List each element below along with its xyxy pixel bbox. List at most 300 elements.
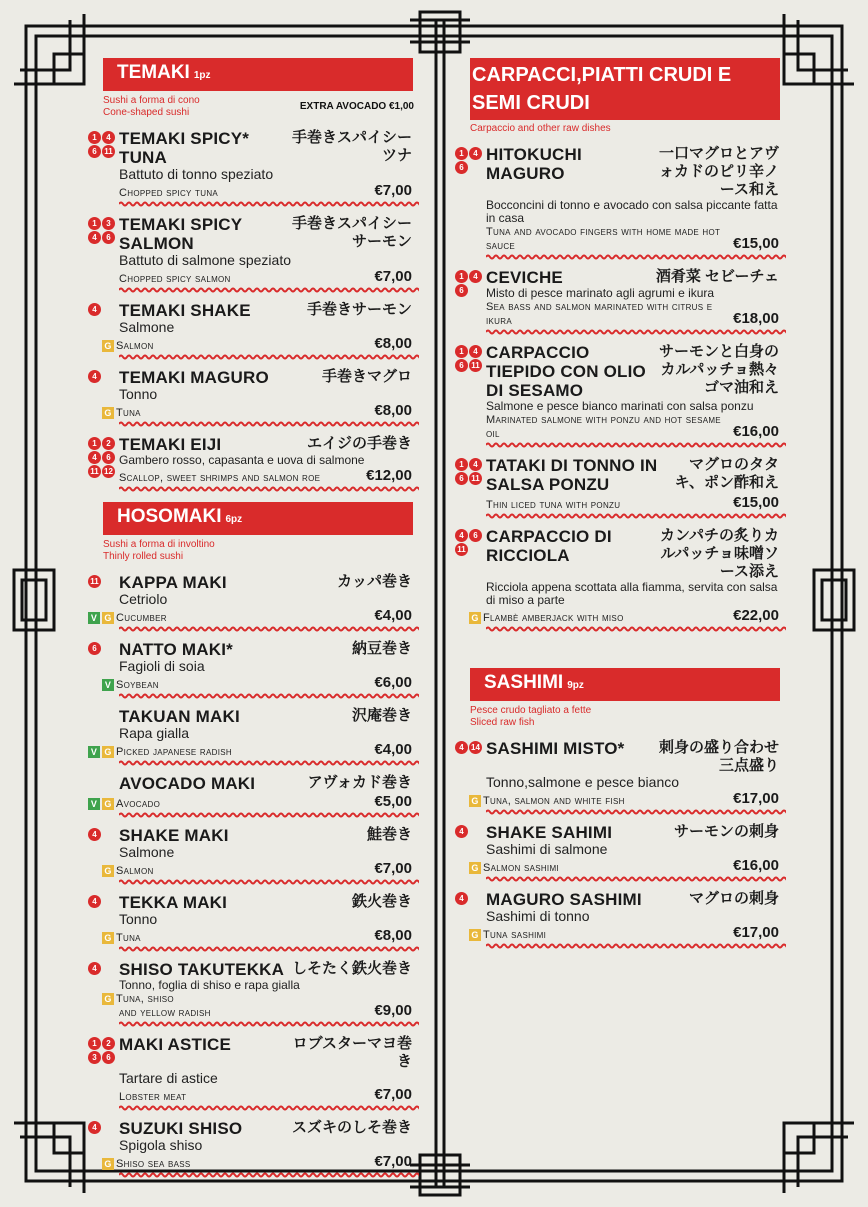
item-price-row [471,924,779,942]
item-english-text: Salmon sashimi [483,862,559,874]
item-english-block [119,272,231,286]
section-sub-temaki: Sushi a forma di cono Cone-shaped sushi EXTRA AVOCADO €1,00 [103,95,414,118]
allergen-badge: 4 [469,270,482,283]
item-english-text: Salmon [116,340,154,352]
item-english [486,413,733,441]
gluten-free-tag: G [102,798,114,810]
allergen-badge: 6 [469,529,482,542]
menu-item [88,129,418,207]
item-name: TAKUAN MAKI [119,707,240,726]
item-english-block [119,471,320,485]
item-name: SHAKE SAHIMI [486,823,613,842]
item-name-row [119,707,412,726]
hosomaki-list [88,573,418,1178]
item-price: €18,00 [733,310,779,327]
menu-item [455,890,785,949]
item-japanese-name: 手巻きスパイシーサーモン [291,215,412,250]
allergen-badge: 6 [102,231,115,244]
allergen-badge: 4 [88,303,101,316]
allergen-badges [455,458,485,485]
item-price: €16,00 [733,423,779,440]
item-japanese-name: 手巻きマグロ [321,368,412,385]
item-description: Tonno [119,911,158,927]
wave-divider [119,626,419,632]
item-english-text: Flambè amberjack with miso [483,612,624,624]
vegan-tag: V [88,798,100,810]
wave-divider [486,809,786,815]
item-english-block [104,931,141,945]
sashimi-list [455,739,785,949]
allergen-badge: 4 [455,529,468,542]
item-name: TEMAKI SPICY SALMON [119,215,242,253]
allergen-badge: 6 [455,472,468,485]
item-name-row [119,826,412,845]
item-price-row [104,1153,412,1171]
item-japanese-name: アヴォカド巻き [307,774,412,791]
section-sub-carpacci: Carpaccio and other raw dishes [470,123,611,134]
item-name-row [486,527,779,581]
gluten-free-tag: G [102,865,114,877]
allergen-badges [88,217,118,244]
item-english-block [119,1090,186,1104]
item-japanese-name: エイジの手巻き [306,435,412,452]
item-english [119,272,231,286]
item-price-row [486,300,779,328]
item-price: €7,00 [374,1153,412,1170]
item-price-row [104,402,412,420]
wave-divider [486,876,786,882]
gluten-free-tag: G [102,932,114,944]
allergen-badge: 4 [469,458,482,471]
item-japanese-name: 手巻きサーモン [306,301,412,318]
item-english-text: Tuna sashimi [483,929,547,941]
allergen-badge: 3 [102,217,115,230]
item-english [102,339,154,353]
gluten-free-tag: G [102,1158,114,1170]
menu-item [455,823,785,882]
item-name: TEKKA MAKI [119,893,228,912]
item-english [469,611,624,625]
item-japanese-name: カッパ巻き [337,573,412,590]
vegan-tag: V [102,679,114,691]
item-name-row [119,1035,412,1071]
wave-divider [119,201,419,207]
item-english-text: Tuna and avocado fingers with home made hot sauce [486,226,721,252]
item-price: €17,00 [733,790,779,807]
item-english [469,794,625,808]
item-name-row [486,890,779,909]
allergen-badge: 1 [455,458,468,471]
allergen-badge: 6 [455,359,468,372]
allergen-badges [88,642,118,655]
item-english-block [486,413,733,441]
item-english [486,498,620,512]
allergen-badge: 2 [102,1037,115,1050]
section-sub-sashimi: Pesce crudo tagliato a fette Sliced raw fish [470,705,592,728]
item-price-row [90,741,412,759]
gluten-free-tag: G [469,862,481,874]
item-name-row [119,893,412,912]
wave-divider [119,879,419,885]
item-english-block [486,300,733,328]
wave-divider [119,486,419,492]
item-price: €8,00 [374,927,412,944]
item-name-row [119,301,412,320]
item-price: €6,00 [374,674,412,691]
item-english-block [104,339,154,353]
item-english-block [471,794,625,808]
wave-divider [119,812,419,818]
item-english-text: Salmon [116,865,154,877]
wave-divider [486,513,786,519]
allergen-badge: 4 [102,131,115,144]
item-japanese-name: 鮭巻き [366,826,412,843]
item-english [469,928,546,942]
item-description: Sashimi di salmone [486,841,608,857]
item-price-row [119,182,412,200]
item-price: €7,00 [374,182,412,199]
menu-item [455,739,785,815]
item-english-text: Tuna, salmon and white fish [483,795,625,807]
wave-divider [486,626,786,632]
item-name: NATTO MAKI* [119,640,233,659]
item-description: Battuto di salmone speziato [119,252,291,268]
item-japanese-name: 手巻きスパイシーツナ [291,129,412,164]
item-name-row [486,343,779,400]
vegan-tag: V [88,612,100,624]
item-price: €5,00 [374,793,412,810]
allergen-badge: 4 [88,962,101,975]
menu-item [88,301,418,360]
allergen-badge: 6 [88,642,101,655]
item-price: €4,00 [374,741,412,758]
allergen-badge: 11 [88,465,101,478]
item-description: Rapa gialla [119,725,190,741]
section-header-sashimi: SASHIMI 9pz [470,668,780,701]
allergen-badge: 11 [455,543,468,556]
item-name: CARPACCIO TIEPIDO CON OLIO DI SESAMO [486,343,646,400]
extra-avocado: EXTRA AVOCADO €1,00 [299,101,414,112]
allergen-badge: 4 [455,741,468,754]
allergen-badges [88,303,118,316]
menu-item [88,640,418,699]
item-description: Misto di pesce marinato agli agrumi e ikura [486,286,715,300]
gluten-free-tag: G [469,795,481,807]
item-description: Salmone [119,319,175,335]
wave-divider [119,760,419,766]
menu-item [88,960,418,1027]
item-price-row [119,467,412,485]
item-description: Fagioli di soia [119,658,205,674]
wave-divider [119,1172,419,1178]
allergen-badge: 1 [455,147,468,160]
allergen-badge: 11 [469,359,482,372]
item-description: Spigola shiso [119,1137,203,1153]
item-english-text: Picked japanese radish [116,746,232,758]
item-description: Salmone e pesce bianco marinati con salsa ponzu [486,399,754,413]
allergen-badge: 2 [102,437,115,450]
allergen-badge: 4 [88,451,101,464]
item-description: Battuto di tonno speziato [119,166,274,182]
left-column [88,58,418,1178]
allergen-badge: 11 [88,575,101,588]
allergen-badge: 4 [88,895,101,908]
menu-item [455,456,785,519]
item-price-row [119,268,412,286]
item-name-row [486,739,779,775]
item-english-text: Thin liced tuna with ponzu [486,499,621,511]
item-english [469,861,559,875]
item-price-row [486,494,779,512]
allergen-badges [455,270,485,297]
item-price: €9,00 [374,1002,412,1019]
gluten-free-tag: G [102,993,114,1005]
item-english-text: Avocado [116,798,161,810]
allergen-badges [455,741,485,754]
item-price: €7,00 [374,1086,412,1103]
item-price-row [471,857,779,875]
allergen-badges [88,131,118,158]
allergen-badge: 14 [469,741,482,754]
item-english-block [119,186,218,200]
section-header-carpacci: CARPACCI,PIATTI CRUDI E SEMI CRUDI [470,58,780,120]
item-description: Tonno, foglia di shiso e rapa gialla [119,978,300,992]
item-price: €15,00 [733,235,779,252]
allergen-badges [455,892,485,905]
item-japanese-name: マグロの刺身 [688,890,779,907]
allergen-badge: 6 [102,1051,115,1064]
item-price-row [486,225,779,253]
gluten-free-tag: G [102,612,114,624]
item-japanese-name: スズキのしそ巻き [291,1119,412,1136]
gluten-free-tag: G [102,746,114,758]
item-price-row [104,335,412,353]
wave-divider [119,354,419,360]
item-description: Cetriolo [119,591,168,607]
menu-item [455,268,785,335]
vegan-tag: V [88,746,100,758]
item-name-row [119,960,412,979]
allergen-badge: 4 [469,147,482,160]
menu-item [88,707,418,766]
item-price: €16,00 [733,857,779,874]
item-name-row [486,268,779,287]
gluten-free-tag: G [469,612,481,624]
item-english-block [104,864,154,878]
allergen-badges [88,1121,118,1134]
menu-item [88,573,418,632]
item-name-row [119,215,412,253]
item-english-block [104,406,141,420]
item-name-row [486,456,779,494]
allergen-badge: 4 [88,1121,101,1134]
item-name-row [119,573,412,592]
item-english-text: Sea bass and salmon marinated with citrus e ikura [486,301,713,327]
item-japanese-name: 一口マグロとアヴォカドのピリ辛ノース和え [658,145,779,198]
wave-divider [486,254,786,260]
item-english-text: Tuna [116,407,141,419]
item-english-block [90,745,232,759]
item-name-row [119,640,412,659]
allergen-badge: 4 [469,345,482,358]
item-name-row [119,129,412,167]
gluten-free-tag: G [469,929,481,941]
item-description: Gambero rosso, capasanta e uova di salmone [119,453,365,467]
item-english [102,1157,191,1171]
allergen-badges [455,345,485,372]
item-name: TATAKI DI TONNO IN SALSA PONZU [486,456,658,494]
item-english [102,678,159,692]
gluten-free-tag: G [102,340,114,352]
allergen-badge: 12 [102,465,115,478]
item-description: Bocconcini di tonno e avocado con salsa piccante fatta in casa [486,198,778,225]
item-english [486,300,733,328]
menu-item [88,893,418,952]
item-english-text: Tuna [116,932,141,944]
allergen-badge: 1 [88,217,101,230]
item-price-row [486,413,779,441]
allergen-badge: 1 [455,345,468,358]
allergen-badges [88,437,118,478]
wave-divider [486,442,786,448]
item-japanese-name: 酒肴菜 セビーチェ [655,268,779,285]
item-description: Tonno [119,386,158,402]
allergen-badge: 4 [455,825,468,838]
item-price-row [90,607,412,625]
item-price-row [90,793,412,811]
item-price: €22,00 [733,607,779,624]
wave-divider [119,946,419,952]
item-price-row [104,992,412,1020]
item-price: €17,00 [733,924,779,941]
wave-divider [486,943,786,949]
item-name: HITOKUCHI MAGURO [486,145,582,183]
gluten-free-tag: G [102,407,114,419]
item-japanese-name: 沢庵巻き [351,707,412,724]
item-english-text: Shiso sea bass [116,1158,191,1170]
allergen-badges [455,825,485,838]
allergen-badge: 6 [102,451,115,464]
menu-item [88,774,418,818]
item-english [88,745,232,759]
item-english [88,797,160,811]
item-price: €7,00 [374,268,412,285]
item-english [102,992,211,1006]
right-column [455,58,785,949]
menu-item [455,343,785,448]
item-japanese-name: 納豆巻き [351,640,412,657]
item-english-text: Soybean [116,679,159,691]
allergen-badge: 1 [88,1037,101,1050]
allergen-badge: 1 [88,131,101,144]
item-price-row [104,674,412,692]
allergen-badge: 4 [88,828,101,841]
allergen-badge: 6 [455,284,468,297]
item-japanese-name: しそたく鉄火巻き [291,960,412,977]
menu-item [88,435,418,492]
item-name: MAKI ASTICE [119,1035,232,1054]
allergen-badge: 4 [455,892,468,905]
menu-item [88,215,418,293]
menu-item [88,1119,418,1178]
allergen-badge: 1 [88,437,101,450]
item-english [119,471,320,485]
menu-item [455,145,785,260]
item-name: TEMAKI SPICY* TUNA [119,129,250,167]
item-english [119,1090,186,1104]
allergen-badge: 4 [88,370,101,383]
allergen-badges [88,895,118,908]
item-english [102,406,141,420]
item-description: Salmone [119,844,175,860]
wave-divider [119,1105,419,1111]
item-english-block [486,498,620,512]
section-sub-hosomaki: Sushi a forma di involtino Thinly rolled sushi [103,539,215,562]
allergen-badges [455,147,485,174]
wave-divider [119,1021,419,1027]
item-japanese-name: カンパチの炙りカルパッチョ味噌ソース添え [660,527,779,580]
item-price: €8,00 [374,335,412,352]
item-english-block [104,678,159,692]
item-name-row [119,1119,412,1138]
allergen-badges [88,962,118,975]
item-name: SHISO TAKUTEKKA [119,960,285,979]
temaki-list [88,129,418,492]
item-price: €8,00 [374,402,412,419]
item-name: SASHIMI MISTO* [486,739,625,758]
item-name: AVOCADO MAKI [119,774,256,793]
item-english-block [471,861,559,875]
item-japanese-name: 刺身の盛り合わせ三点盛り [658,739,779,774]
allergen-badge: 3 [88,1051,101,1064]
allergen-badges [88,575,118,588]
allergen-badge: 6 [455,161,468,174]
wave-divider [119,287,419,293]
item-english [102,931,141,945]
item-english-block [90,797,161,811]
item-japanese-name: マグロのタタキ、ポン酢和え [674,456,779,491]
item-japanese-name: ロブスターマヨ巻き [292,1035,412,1070]
item-name: TEMAKI MAGURO [119,368,269,387]
item-price-row [104,860,412,878]
item-name-row [486,145,779,199]
item-english-block [471,928,547,942]
item-english [119,186,218,200]
menu-item [88,826,418,885]
item-name-row [119,368,412,387]
item-name: MAGURO SASHIMI [486,890,642,909]
item-description: Ricciola appena scottata alla fiamma, servita con salsa di miso a parte [486,580,778,607]
item-english-2: and yellow radish [119,1007,211,1019]
item-name: SUZUKI SHISO [119,1119,243,1138]
item-english-text: Cucumber [116,612,167,624]
menu-item [88,1035,418,1111]
allergen-badges [88,1037,118,1064]
item-name: SHAKE MAKI [119,826,229,845]
item-english-text: Chopped spicy salmon [119,273,231,285]
item-english [102,864,154,878]
item-price-row [104,927,412,945]
item-description: Sashimi di tonno [486,908,590,924]
item-price: €4,00 [374,607,412,624]
wave-divider [119,693,419,699]
item-name-row [486,823,779,842]
item-name: CARPACCIO DI RICCIOLA [486,527,612,565]
item-english-block [104,1157,191,1171]
item-english-text: Marinated salmone with ponzu and hot sesame oil [486,414,721,440]
wave-divider [119,421,419,427]
item-english-block [104,992,211,1020]
